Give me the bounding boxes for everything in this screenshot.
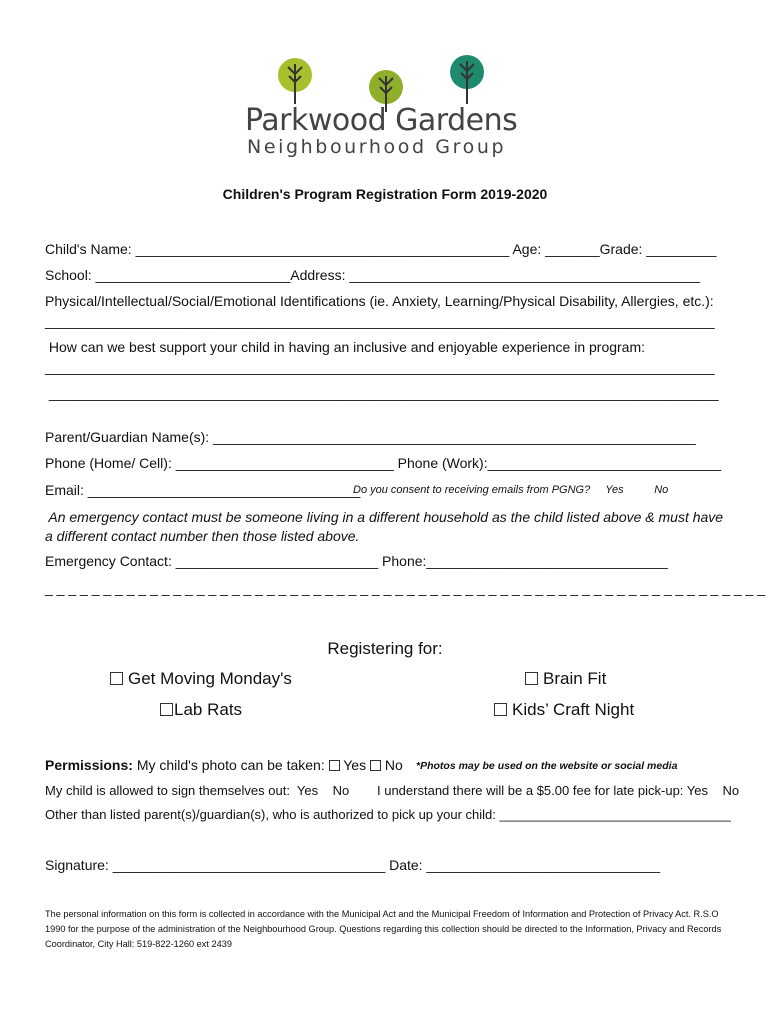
child-info-line[interactable]: Child's Name: ________________________________________________ Age: _______Grade: _________ [45,241,717,257]
checkbox[interactable] [525,672,538,685]
phone-line[interactable]: Phone (Home/ Cell): ____________________________ Phone (Work):______________________________ [45,455,722,471]
checkbox[interactable] [494,703,507,716]
pickup-authorization-line[interactable]: Other than listed parent(s)/guardian(s), who is authorized to pick up your child: ________________________________ [45,807,731,822]
logo-subtitle: Neighbourhood Group [247,136,507,158]
school-address-line[interactable]: School: _________________________Address: _____________________________________________ [45,267,700,283]
identifications-label: Physical/Intellectual/Social/Emotional Identifications (ie. Anxiety, Learning/Physical Disability, Allergies, etc.): [45,293,714,309]
emergency-contact-line[interactable]: Emergency Contact: __________________________ Phone:_______________________________ [45,553,668,569]
emergency-note-2: a different contact number then those listed above. [45,528,360,544]
permissions-photo-line: Permissions: My child's photo can be taken: Yes No [45,757,403,773]
photo-note: *Photos may be used on the website or social media [416,760,678,772]
email-line[interactable]: Email: ___________________________________ [45,482,361,498]
tree-right-icon [450,55,484,104]
support-field-1[interactable]: ______________________________________________________________________________________ [45,359,715,375]
photo-yes-checkbox[interactable] [329,760,340,771]
privacy-notice: The personal information on this form is collected in accordance with the Municipal Act and the Municipal Freedom of Information and Protection of Privacy Act. R.S.O 1990 for the purpose of the administration of the Neighbourhood Group. Questions regarding this collection should be directed to the Information, Privacy and Records Coordinator, City Hall: 519-822-1260 ext 2439 [45,909,722,949]
photo-no-checkbox[interactable] [370,760,381,771]
parent-name-line[interactable]: Parent/Guardian Name(s): ______________________________________________________________ [45,429,696,445]
option-get-moving-monday[interactable]: Get Moving Monday's [110,669,292,689]
tree-left-icon [278,58,312,104]
signature-date-line[interactable]: Signature: ___________________________________ Date: ______________________________ [45,857,661,873]
form-title: Children's Program Registration Form 2019-2020 [222,186,548,202]
option-kids-craft-night[interactable]: Kids’ Craft Night [494,700,634,720]
late-fee-acknowledgement[interactable]: I understand there will be a $5.00 fee for late pick-up: Yes No [377,783,740,798]
option-brain-fit[interactable]: Brain Fit [525,669,606,689]
checkbox[interactable] [110,672,123,685]
checkbox[interactable] [160,703,173,716]
registering-title: Registering for: [327,639,443,658]
option-lab-rats[interactable]: Lab Rats [160,700,242,720]
sign-out-permission[interactable]: My child is allowed to sign themselves out: Yes No [45,783,350,798]
identifications-field[interactable]: ______________________________________________________________________________________ [45,313,715,329]
logo-title: Parkwood Gardens [245,103,518,138]
emergency-note-1: An emergency contact must be someone living in a different household as the child listed above & must have [45,509,724,525]
support-question-label: How can we best support your child in having an inclusive and enjoyable experience in program: [45,339,646,355]
separator: _ _ _ _ _ _ _ _ _ _ _ _ _ _ _ _ _ _ _ _ _ _ _ _ _ _ _ _ _ _ _ _ _ _ _ _ _ _ _ _ _ _ _ _ _ _ _ _ _ _ _ _ _ _ _ _ _ _ _ _ _ _ [45,580,766,596]
email-consent[interactable]: Do you consent to receiving emails from PGNG? Yes No [353,484,669,496]
support-field-2[interactable]: ______________________________________________________________________________________ [45,385,719,401]
